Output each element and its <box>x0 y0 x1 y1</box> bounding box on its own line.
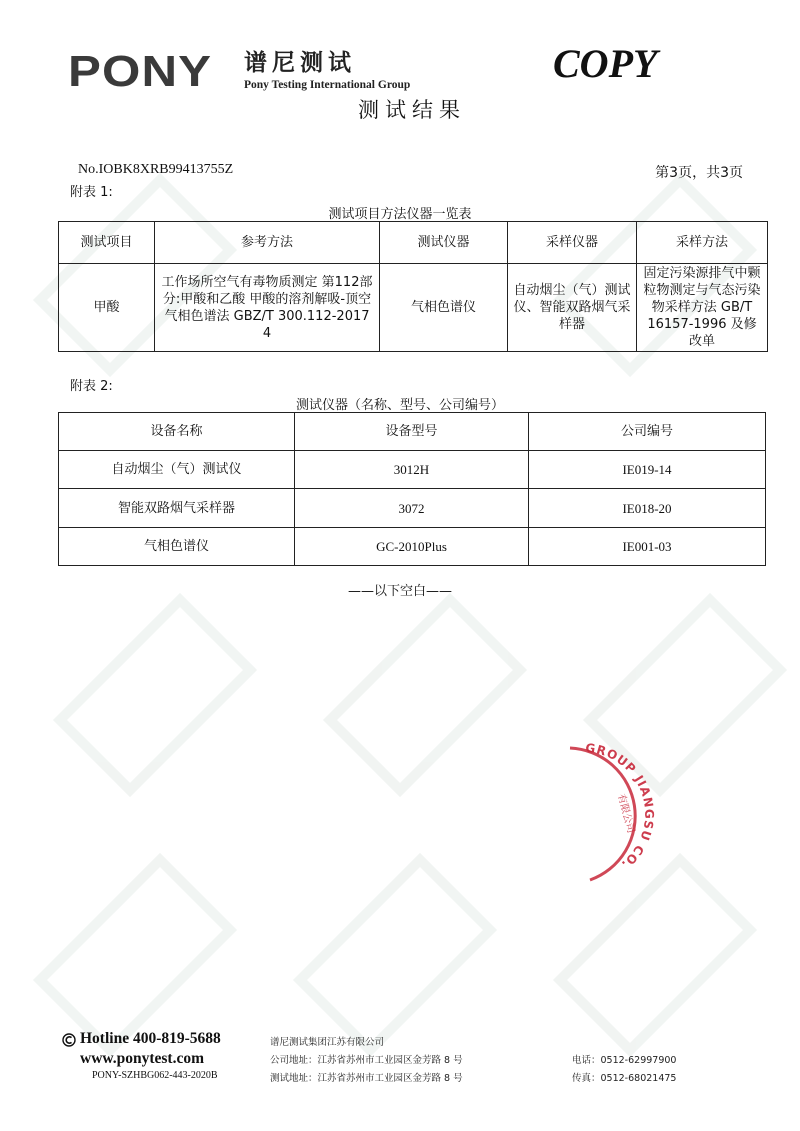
device-name-cell: 智能双路烟气采样器 <box>59 489 295 528</box>
seal-text: GROUP JIANGSU CO. <box>584 740 657 873</box>
annex1-label: 附表 1: <box>70 185 113 200</box>
table-header-row <box>59 413 766 451</box>
table-row <box>59 489 766 528</box>
annex2-label: 附表 2: <box>70 379 113 394</box>
header-cell: 采样方法 <box>637 222 768 264</box>
brand-name-cn: 谱尼测试 <box>244 50 356 76</box>
header-cell: 测试项目 <box>59 222 155 264</box>
footer-company: 谱尼测试集团江苏有限公司 <box>270 1037 385 1048</box>
header-cell: 参考方法 <box>155 222 380 264</box>
document-code: PONY-SZHBG062-443-2020B <box>92 1070 218 1081</box>
hotline: Hotline 400-819-5688 <box>80 1030 221 1047</box>
company-seal <box>530 740 660 890</box>
page-indicator: 第3页，共3页 <box>655 165 743 181</box>
header-cell: 采样仪器 <box>508 222 637 264</box>
company-code-cell: IE019-14 <box>529 451 766 489</box>
table-row <box>59 264 768 352</box>
report-number: No.IOBK8XRB99413755Z <box>78 162 234 177</box>
method-table <box>58 221 768 352</box>
device-name-cell: 气相色谱仪 <box>59 528 295 566</box>
test-instrument-cell: 气相色谱仪 <box>380 264 508 352</box>
seal-text-cn: 有限公司 <box>615 792 637 835</box>
device-name-cell: 自动烟尘（气）测试仪 <box>59 451 295 489</box>
footer-fax: 传真：0512-68021475 <box>572 1073 677 1084</box>
device-model-cell: 3012H <box>295 451 529 489</box>
header-cell: 测试仪器 <box>380 222 508 264</box>
table-row <box>59 528 766 566</box>
brand-name-en: Pony Testing International Group <box>244 79 411 91</box>
sampling-instrument-cell: 自动烟尘（气）测试仪、智能双路烟气采样器 <box>508 264 637 352</box>
end-of-content-note: ——以下空白—— <box>347 584 452 599</box>
company-code-cell: IE018-20 <box>529 489 766 528</box>
copy-mark: COPY <box>553 41 658 86</box>
device-model-cell: 3072 <box>295 489 529 528</box>
footer-phone: 电话：0512-62997900 <box>572 1055 677 1066</box>
company-code-cell: IE001-03 <box>529 528 766 566</box>
table-header-row <box>59 222 768 264</box>
document-title: 测试结果 <box>358 98 466 122</box>
reference-method-cell: 工作场所空气有毒物质测定 第112部分:甲酸和乙酸 甲酸的溶剂解吸-顶空气相色谱法 GBZ/T 300.112-2017 4 <box>155 264 380 352</box>
footer-test-address: 测试地址：江苏省苏州市工业园区金芳路 8 号 <box>270 1073 463 1084</box>
website: www.ponytest.com <box>80 1050 204 1067</box>
test-item-cell: 甲酸 <box>59 264 155 352</box>
sampling-method-cell: 固定污染源排气中颗粒物测定与气态污染物采样方法 GB/T 16157-1996 及修改单 <box>637 264 768 352</box>
table-row <box>59 451 766 489</box>
device-model-cell: GC-2010Plus <box>295 528 529 566</box>
footer-company-address: 公司地址：江苏省苏州市工业园区金芳路 8 号 <box>270 1055 463 1066</box>
header-cell: 设备型号 <box>295 413 529 451</box>
header-cell: 公司编号 <box>529 413 766 451</box>
brand-logo: PONY <box>68 47 213 96</box>
annex2-caption: 测试仪器（名称、型号、公司编号） <box>295 398 504 413</box>
annex1-caption: 测试项目方法仪器一览表 <box>328 207 472 222</box>
phone-c-icon <box>62 1033 76 1047</box>
header-cell: 设备名称 <box>59 413 295 451</box>
instrument-table <box>58 412 766 566</box>
